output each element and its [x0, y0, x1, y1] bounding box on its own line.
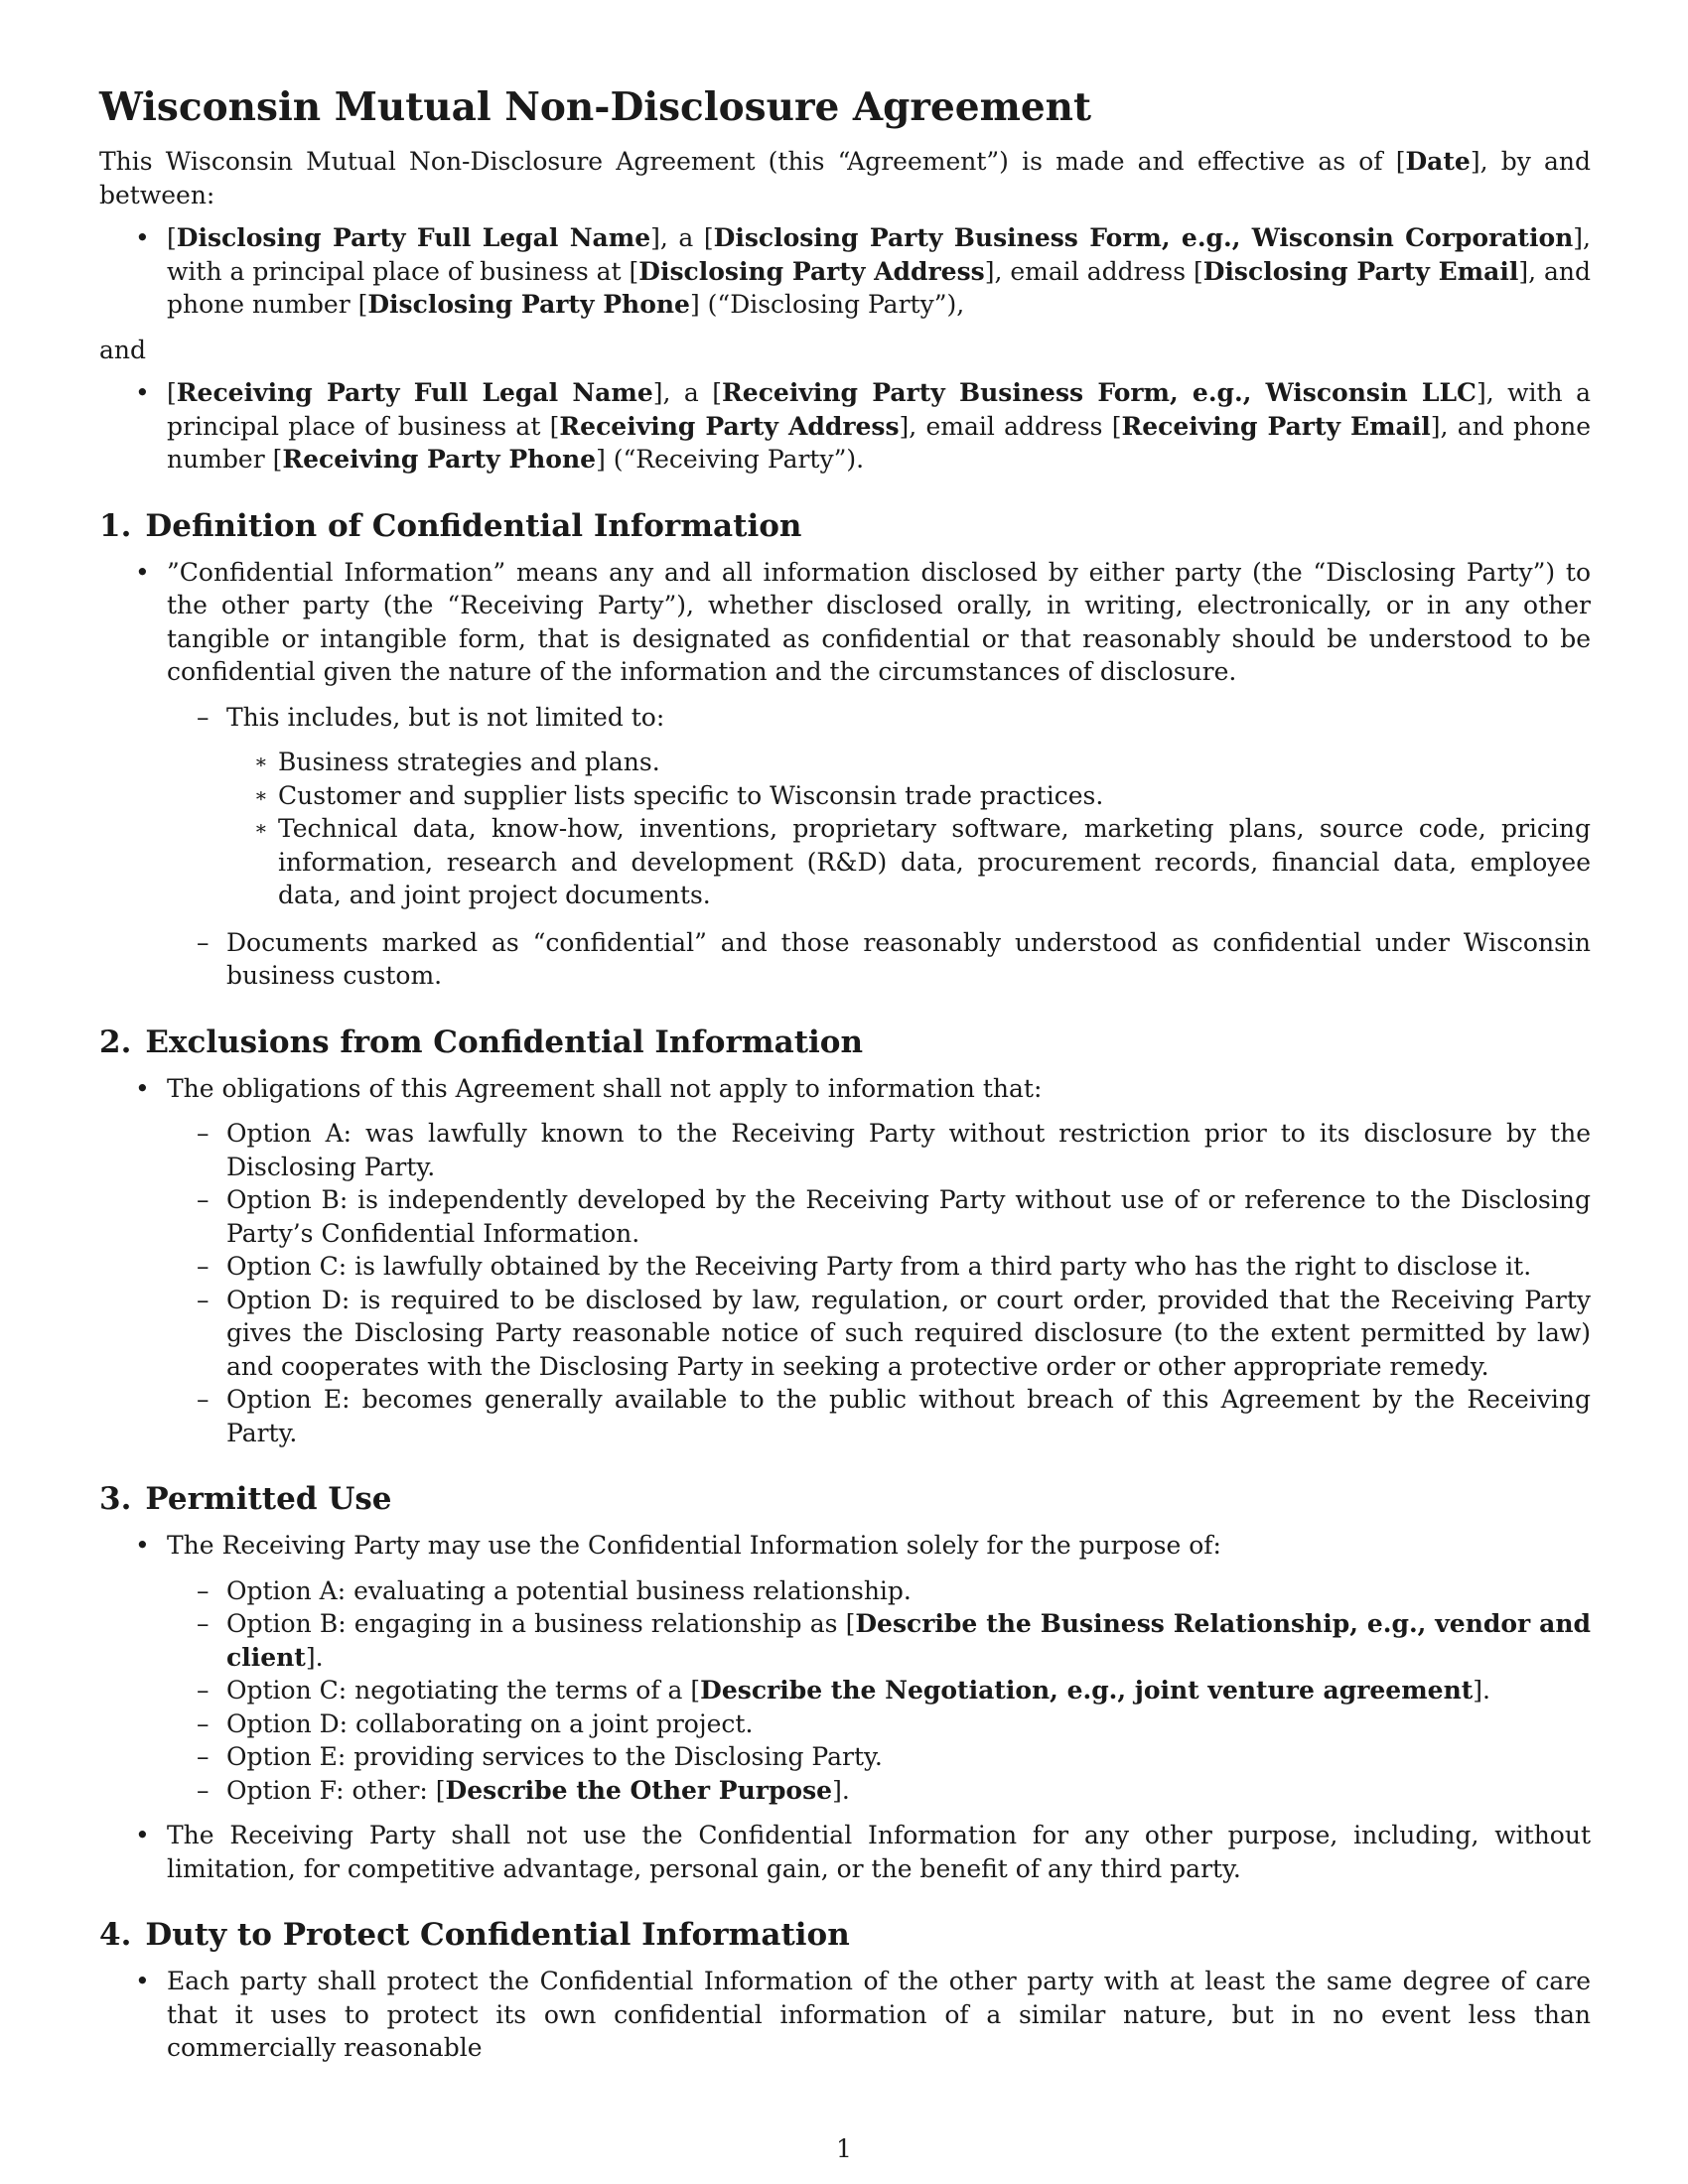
list-item: – Option A: was lawfully known to the Receiving Party without restriction prior to its disclosure by the Disclosing Party. — [167, 1117, 1591, 1183]
section-1-examples — [226, 746, 1591, 912]
disclosing-party-item: • [Disclosing Party Full Legal Name], a [Disclosing Party Business Form, e.g., Wisconsin Corporation], with a principal place of business at [Disclosing Party Address], email address [Disclosing Party Email], and phone number [Disclosing Party Phone] (“Disclosing Party”), — [99, 221, 1591, 322]
document-title: Wisconsin Mutual Non-Disclosure Agreement — [99, 84, 1092, 130]
section-2-bullet: • The obligations of this Agreement shall not apply to information that: – Option A: was lawfully known to the Receiving Party without restriction prior to its disclosure by the Disclosing Party. – Option B: is independently developed by the Receiving Party without use of or reference to the Disclosing Party’s Confidential Information. – Option C: is lawfully obtained by the Receiving Party from a third party who has the right to disclose it. – Option D: is required to be disclosed by law, regulation, or court order, provided that the Receiving Party gives the Disclosing Party reasonable notice of such required disclosure (to the extent permitted by law) and cooperates with the Disclosing Party in seeking a protective order or other appropriate remedy. – Option E: becomes generally available to the public without breach of this Agreement by the Receiving Party. — [99, 1072, 1591, 1450]
list-item: – Option E: providing services to the Disclosing Party. — [167, 1740, 1591, 1774]
relationship-placeholder: Describe the Business Relationship, e.g., vendor and client — [226, 1609, 1591, 1672]
disclosing-address-placeholder: Disclosing Party Address — [638, 256, 985, 286]
receiving-form-placeholder: Receiving Party Business Form, e.g., Wisconsin LLC — [722, 378, 1477, 407]
section-4-heading: 4. Duty to Protect Confidential Information — [99, 1917, 850, 1953]
disclosing-phone-placeholder: Disclosing Party Phone — [367, 290, 690, 319]
disclosing-name-placeholder: Disclosing Party Full Legal Name — [176, 223, 651, 252]
list-item: – Option C: is lawfully obtained by the Receiving Party from a third party who has the right to disclose it. — [167, 1250, 1591, 1284]
list-item: – Option D: collaborating on a joint project. — [167, 1707, 1591, 1741]
negotiation-placeholder: Describe the Negotiation, e.g., joint venture agreement — [700, 1676, 1474, 1705]
disclosing-form-placeholder: Disclosing Party Business Form, e.g., Wisconsin Corporation — [713, 223, 1574, 252]
list-item: – Option B: is independently developed by the Receiving Party without use of or reference to the Disclosing Party’s Confidential Information. — [167, 1183, 1591, 1250]
receiving-phone-placeholder: Receiving Party Phone — [282, 445, 597, 474]
section-3-options — [167, 1574, 1591, 1808]
document-body — [99, 83, 1591, 2077]
disclosing-party-list — [99, 221, 1591, 322]
section-3-heading: 3. Permitted Use — [99, 1481, 392, 1517]
intro-paragraph: This Wisconsin Mutual Non-Disclosure Agreement (this “Agreement”) is made and effective as of [Date], by and between: — [99, 147, 1592, 209]
section-2-heading: 2. Exclusions from Confidential Information — [99, 1024, 864, 1060]
section-4-bullet: • Each party shall protect the Confidential Information of the other party with at least the same degree of care that it uses to protect its own confidential information of a similar nature, but in no event less than commercially reasonable — [99, 1965, 1591, 2065]
receiving-address-placeholder: Receiving Party Address — [559, 411, 900, 441]
list-item: – Option F: other: [Describe the Other Purpose]. — [167, 1774, 1591, 1808]
list-item: – Option D: is required to be disclosed by law, regulation, or court order, provided that the Receiving Party gives the Disclosing Party reasonable notice of such required disclosure (to the extent permitted by law) and cooperates with the Disclosing Party in seeking a protective order or other appropriate remedy. — [167, 1284, 1591, 1384]
section-2-list — [99, 1072, 1591, 1450]
section-1-bullet: • ”Confidential Information” means any and all information disclosed by either party (the “Disclosing Party”) to the other party (the “Receiving Party”), whether disclosed orally, in writing, electronically, or in any other tangible or intangible form, that is designated as confidential or that reasonably should be understood to be confidential given the nature of the information and the circumstances of disclosure. – This includes, but is not limited to: ∗ Business strategies and plans. ∗ Customer and supplier lists specific to Wisconsin trade practices. ∗ Technical data, know-how, inventions, proprietary software, marketing plans, source code, pricing information, research and development (R&D) data, procurement records, financial data, employee data, and joint project documents. – Documents marked as “confidential” and those reasonably understood as confidential under Wisconsin business custom. — [99, 556, 1591, 993]
receiving-name-placeholder: Receiving Party Full Legal Name — [176, 378, 653, 407]
list-item: – Option B: engaging in a business relationship as [Describe the Business Relationship, e.g., vendor and client]. — [167, 1607, 1591, 1674]
section-1-sublist — [167, 701, 1591, 993]
section-1-subitem: – This includes, but is not limited to: ∗ Business strategies and plans. ∗ Customer and supplier lists specific to Wisconsin trade practices. ∗ Technical data, know-how, inventions, proprietary software, marketing plans, source code, pricing information, research and development (R&D) data, procurement records, financial data, employee data, and joint project documents. — [167, 701, 1591, 912]
section-3-bullet: • The Receiving Party shall not use the Confidential Information for any other purpose, including, without limitation, for competitive advantage, personal gain, or the benefit of any third party. — [99, 1819, 1591, 1885]
other-purpose-placeholder: Describe the Other Purpose — [445, 1775, 833, 1805]
section-4-list — [99, 1965, 1591, 2065]
and-connector: and — [99, 335, 147, 364]
section-1-heading: 1. Definition of Confidential Information — [99, 507, 802, 544]
section-2-options — [167, 1117, 1591, 1449]
receiving-party-list — [99, 376, 1591, 477]
list-item: – Option C: negotiating the terms of a [Describe the Negotiation, e.g., joint venture agreement]. — [167, 1674, 1591, 1707]
list-item: – Option A: evaluating a potential business relationship. — [167, 1574, 1591, 1608]
section-3-list — [99, 1529, 1591, 1885]
receiving-party-item: • [Receiving Party Full Legal Name], a [Receiving Party Business Form, e.g., Wisconsin LLC], with a principal place of business at [Receiving Party Address], email address [Receiving Party Email], and phone number [Receiving Party Phone] (“Receiving Party”). — [99, 376, 1591, 477]
list-item: – Option E: becomes generally available to the public without breach of this Agreement by the Receiving Party. — [167, 1383, 1591, 1449]
list-item: ∗ Technical data, know-how, inventions, proprietary software, marketing plans, source code, pricing information, research and development (R&D) data, procurement records, financial data, employee data, and joint project documents. — [226, 812, 1591, 912]
section-1-list — [99, 556, 1591, 993]
date-placeholder: Date — [1405, 147, 1471, 176]
page-number: 1 — [836, 2134, 852, 2163]
section-3-bullet: • The Receiving Party may use the Confidential Information solely for the purpose of: – Option A: evaluating a potential business relationship. – Option B: engaging in a business relationship as [Describe the Business Relationship, e.g., vendor and client]. – Option C: negotiating the terms of a [Describe the Negotiation, e.g., joint venture agreement]. – Option D: collaborating on a joint project. – Option E: providing services to the Disclosing Party. – Option F: other: [Describe the Other Purpose]. — [99, 1529, 1591, 1807]
disclosing-email-placeholder: Disclosing Party Email — [1202, 256, 1519, 286]
list-item: ∗ Customer and supplier lists specific to Wisconsin trade practices. — [226, 779, 1591, 813]
list-item: ∗ Business strategies and plans. — [226, 746, 1591, 779]
section-1-subitem: – Documents marked as “confidential” and those reasonably understood as confidential under Wisconsin business custom. — [167, 926, 1591, 993]
receiving-email-placeholder: Receiving Party Email — [1121, 411, 1431, 441]
